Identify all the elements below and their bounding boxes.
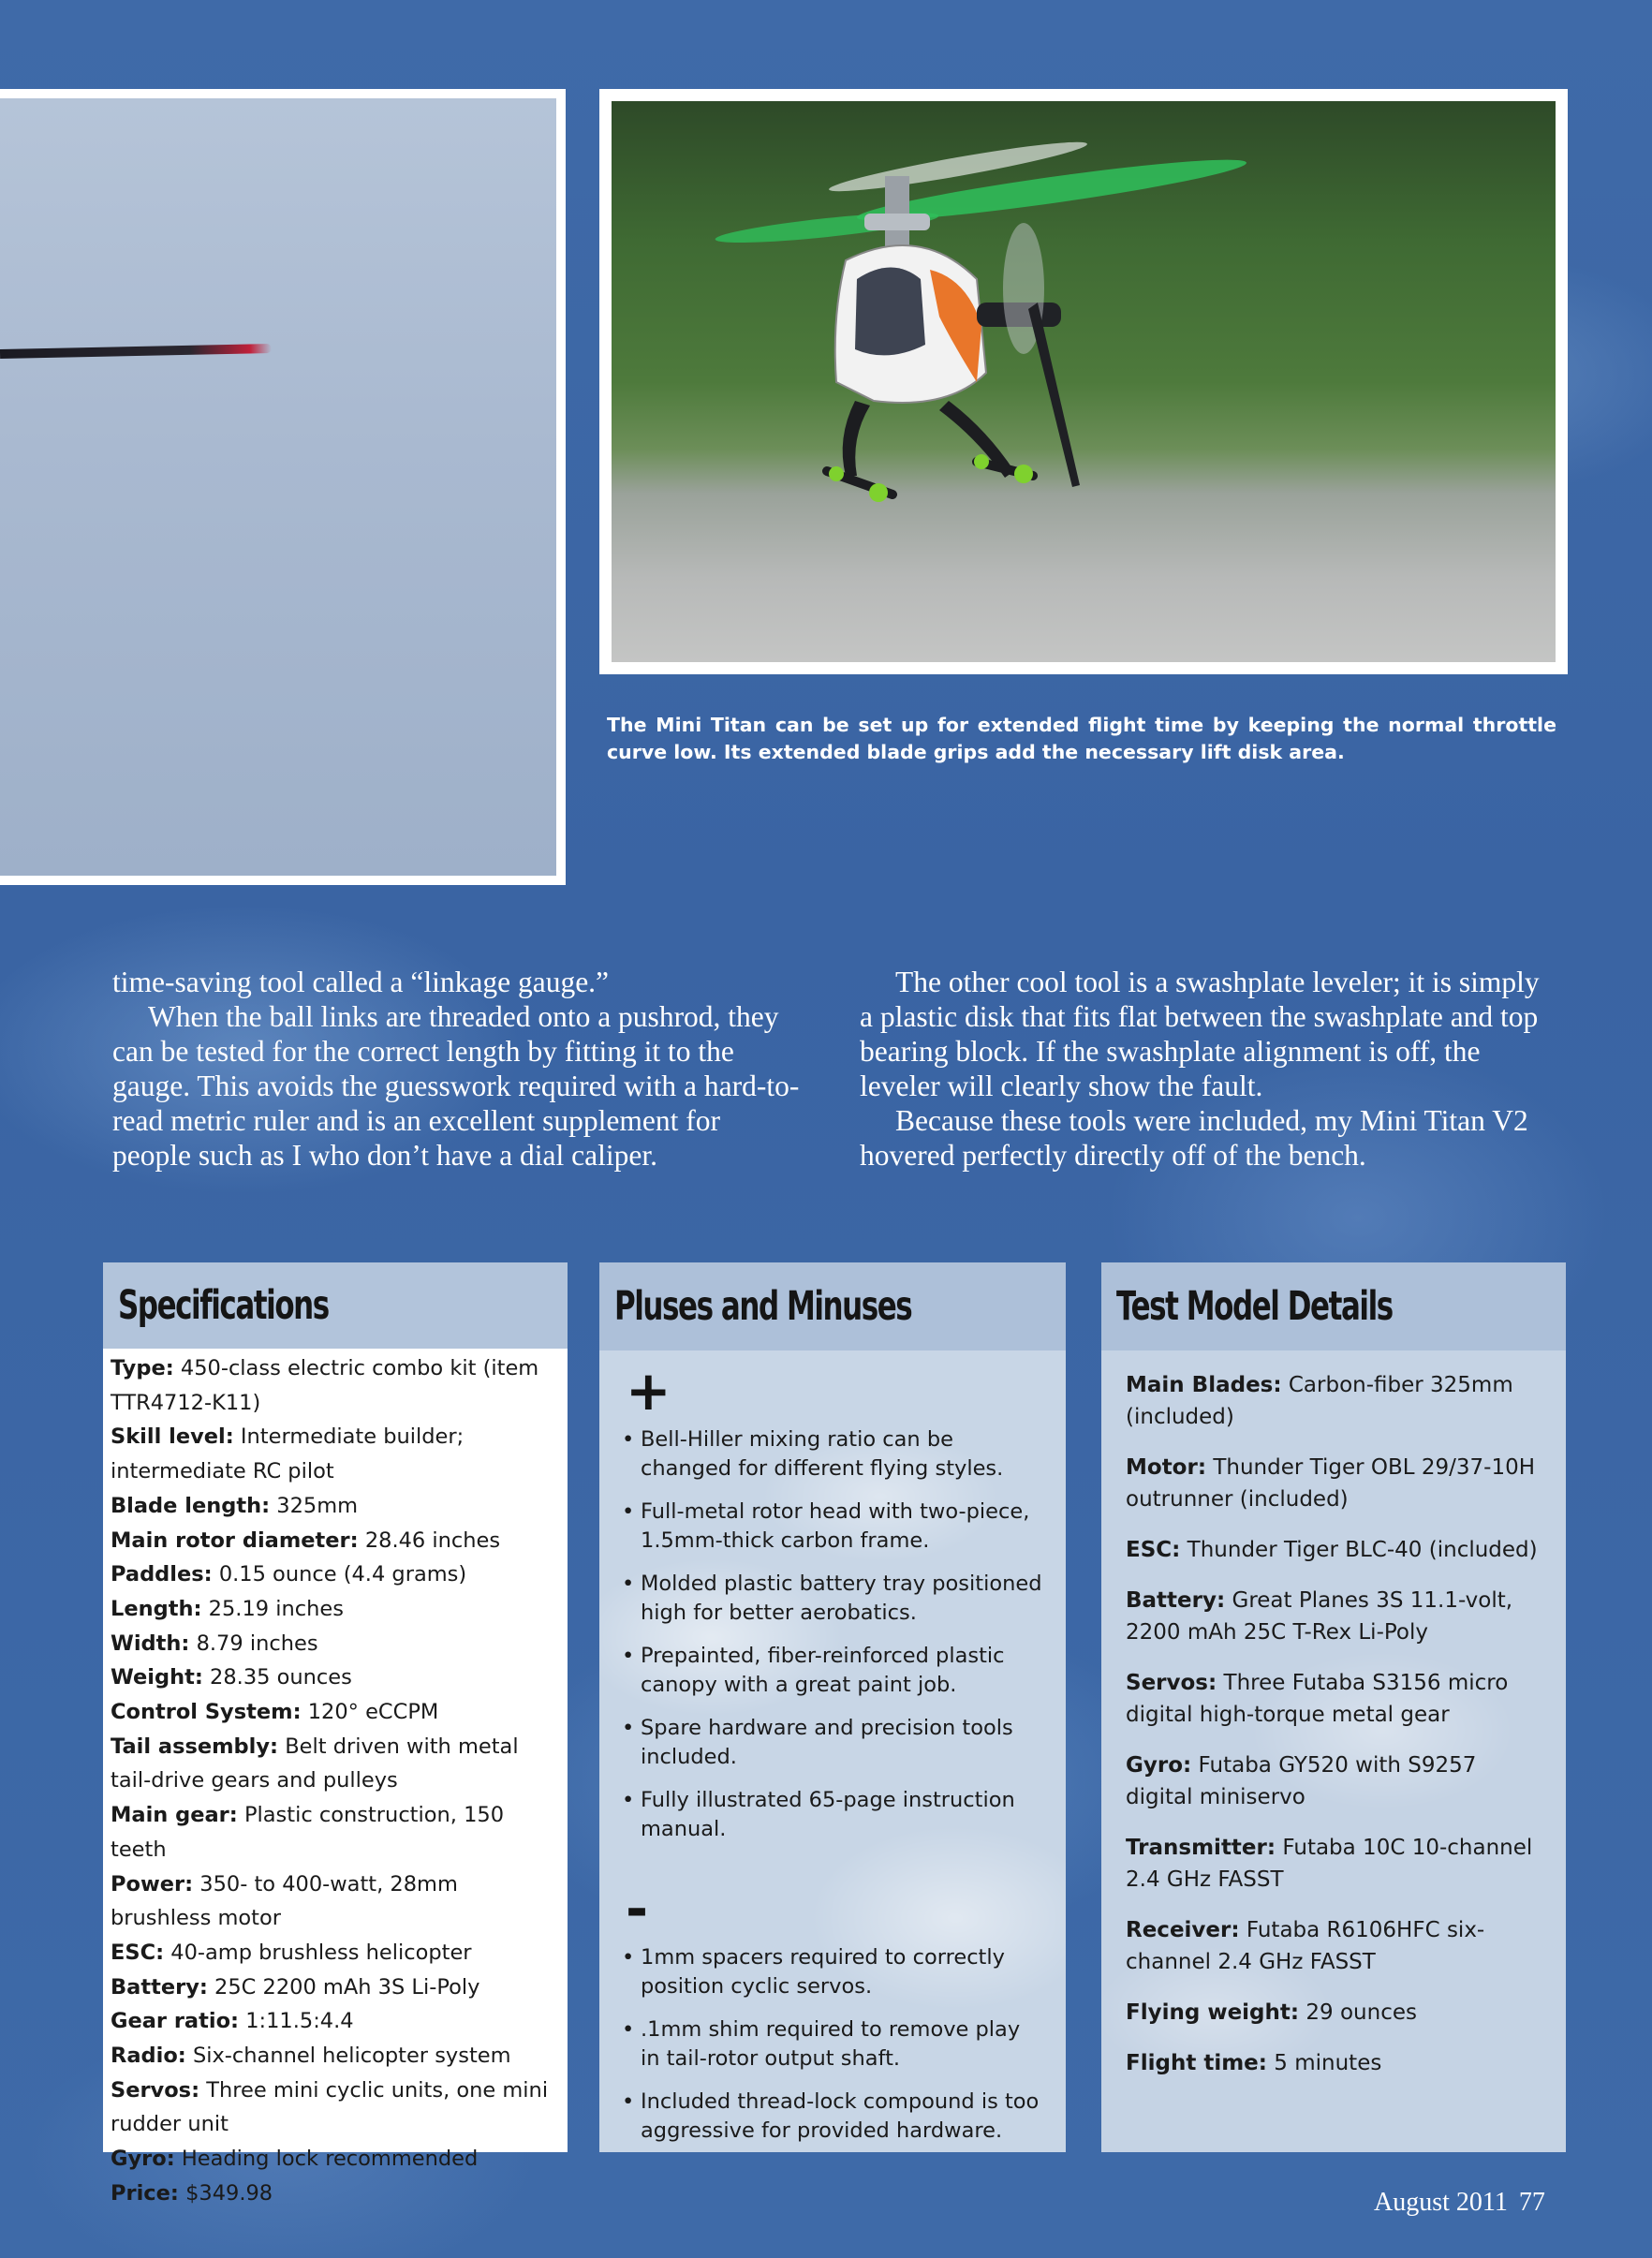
detail-item-value: Futaba 10C 10-channel 2.4 GHz FASST	[1126, 1836, 1533, 1892]
rotor-blade-graphic	[0, 344, 272, 359]
detail-item	[1126, 1749, 1541, 1813]
pluses-minuses-title: Pluses and Minuses	[614, 1283, 912, 1330]
minus-item: • 1mm spacers required to correctly position cyclic servos.	[622, 1943, 1043, 2001]
spec-item-value: 0.15 ounce (4.4 grams)	[218, 1562, 467, 1587]
photo-caption: The Mini Titan can be set up for extended flight time by keeping the normal throttle curve low. Its extended blade grips add the necessary lift disk area.	[607, 714, 1556, 763]
spec-item-value: 120° eCCPM	[307, 1700, 439, 1725]
detail-item	[1126, 1585, 1541, 1648]
plus-item: • Fully illustrated 65-page instruction manual.	[622, 1786, 1043, 1844]
minus-icon: -	[626, 1877, 649, 1941]
minus-item: • .1mm shim required to remove play in tail-rotor output shaft.	[622, 2015, 1043, 2074]
paragraph: When the ball links are threaded onto a pushrod, they can be tested for the correct length by fitting it to the gauge. This avoids the guesswork required with a hard-to-read metric ruler and is an excellent supplement for people such as I who don’t have a dial caliper.	[112, 1000, 800, 1172]
spec-item-value: $349.98	[185, 2180, 273, 2206]
spec-item-value: 25C 2200 mAh 3S Li-Poly	[214, 1974, 480, 2000]
spec-item	[111, 1730, 558, 1798]
detail-item-label: Servos:	[1126, 1671, 1217, 1695]
spec-item-label: Tail assembly:	[111, 1734, 279, 1759]
spec-item	[111, 1660, 558, 1695]
minuses-list	[622, 1943, 1043, 2146]
pluses-list	[622, 1425, 1043, 1844]
detail-item	[1126, 2047, 1541, 2079]
specifications-list	[103, 1349, 568, 2211]
detail-item-label: Transmitter:	[1126, 1836, 1276, 1860]
spec-item-label: Price:	[111, 2180, 179, 2206]
detail-item-label: Battery:	[1126, 1588, 1226, 1613]
spec-item-label: Width:	[111, 1631, 190, 1656]
specifications-box	[103, 1262, 568, 2206]
spec-item-label: Paddles:	[111, 1562, 213, 1587]
paragraph: The other cool tool is a swashplate leveler; it is simply a plastic disk that fits flat between the swashplate and top bearing block. If the swashplate alignment is off, the leveler will clearly show the fault.	[860, 966, 1540, 1102]
spec-item-label: Gyro:	[111, 2147, 175, 2172]
photo-helicopter	[599, 89, 1568, 674]
detail-item-label: Flying weight:	[1126, 2000, 1300, 2025]
detail-item	[1126, 1832, 1541, 1896]
spec-item-value: 25.19 inches	[208, 1596, 344, 1621]
spec-item-label: Weight:	[111, 1665, 203, 1690]
spec-item-value: Three mini cyclic units, one mini rudder unit	[111, 2077, 549, 2137]
spec-item	[111, 1351, 558, 1420]
spec-item	[111, 1695, 558, 1730]
detail-item	[1126, 1369, 1541, 1433]
detail-item	[1126, 1452, 1541, 1515]
helicopter-illustration	[612, 101, 1556, 662]
spec-item-value: 28.46 inches	[364, 1527, 501, 1553]
detail-item-label: Receiver:	[1126, 1918, 1240, 1942]
paragraph: Because these tools were included, my Mini Titan V2 hovered perfectly directly off of the bench.	[860, 1104, 1528, 1172]
pluses-minuses-box	[599, 1262, 1066, 2152]
photo-helicopter-image	[612, 101, 1556, 662]
detail-item-value: Thunder Tiger OBL 29/37-10H outrunner (included)	[1126, 1455, 1536, 1512]
spec-item-label: Control System:	[111, 1700, 302, 1725]
spec-item-value: 8.79 inches	[196, 1631, 318, 1656]
detail-item-label: Motor:	[1126, 1455, 1207, 1480]
spec-item-value: 1:11.5:4.4	[245, 2009, 354, 2034]
spec-item-label: Type:	[111, 1356, 174, 1380]
spec-item-value: Intermediate builder; intermediate RC pilot	[111, 1424, 465, 1484]
pluses-minuses-body	[599, 1350, 1066, 2146]
page-number: 77	[1518, 2188, 1545, 2217]
test-model-details-title: Test Model Details	[1116, 1283, 1393, 1330]
spec-item-value: Heading lock recommended	[181, 2147, 479, 2172]
photo-sky-image	[0, 98, 556, 876]
paragraph: time-saving tool called a “linkage gauge.”	[112, 966, 610, 998]
detail-item-label: Main Blades:	[1126, 1373, 1282, 1397]
plus-item: • Full-metal rotor head with two-piece, 1.5mm-thick carbon frame.	[622, 1498, 1043, 1556]
spec-item	[111, 1867, 558, 1936]
spec-item-value: 350- to 400-watt, 28mm brushless motor	[111, 1871, 458, 1931]
spec-item-label: Battery:	[111, 1974, 208, 2000]
spec-item	[111, 1524, 558, 1558]
spec-item	[111, 2142, 558, 2177]
spec-item-value: 40-amp brushless helicopter	[170, 1940, 472, 1965]
specifications-header	[103, 1262, 568, 1349]
plus-item: • Molded plastic battery tray positioned high for better aerobatics.	[622, 1570, 1043, 1628]
photo-sky-blade	[0, 89, 566, 885]
body-text-left	[112, 965, 805, 1173]
spec-item	[111, 2074, 558, 2142]
spec-item-label: Length:	[111, 1596, 202, 1621]
detail-item-value: 29 ounces	[1305, 2000, 1417, 2025]
spec-item	[111, 1798, 558, 1867]
detail-item-value: Futaba GY520 with S9257 digital miniservo	[1126, 1753, 1477, 1809]
spec-item-label: ESC:	[111, 1940, 165, 1965]
detail-item-value: 5 minutes	[1274, 2051, 1382, 2075]
spec-item-label: Radio:	[111, 2044, 186, 2069]
spec-item	[111, 1592, 558, 1627]
spec-item	[111, 1557, 558, 1592]
spec-item-label: Main rotor diameter:	[111, 1527, 359, 1553]
detail-item-value: Three Futaba S3156 micro digital high-torque metal gear	[1126, 1671, 1509, 1727]
spec-item-label: Power:	[111, 1871, 194, 1896]
detail-item-value: Great Planes 3S 11.1-volt, 2200 mAh 25C T-Rex Li-Poly	[1126, 1588, 1513, 1645]
detail-item-label: ESC:	[1126, 1538, 1181, 1562]
plus-icon: +	[626, 1359, 671, 1423]
issue-date: August 2011	[1374, 2188, 1508, 2217]
spec-item-value: 325mm	[276, 1493, 359, 1518]
plus-item: • Spare hardware and precision tools included.	[622, 1714, 1043, 1772]
detail-item	[1126, 1997, 1541, 2029]
detail-item-label: Flight time:	[1126, 2051, 1267, 2075]
spec-item-label: Servos:	[111, 2077, 200, 2103]
spec-item-value: 28.35 ounces	[210, 1665, 352, 1690]
test-model-details-list	[1101, 1350, 1566, 2079]
plus-item: • Bell-Hiller mixing ratio can be changed for different flying styles.	[622, 1425, 1043, 1483]
detail-item-value: Futaba R6106HFC six-channel 2.4 GHz FASST	[1126, 1918, 1485, 1974]
spec-item	[111, 2039, 558, 2074]
spec-item	[111, 2004, 558, 2039]
test-model-details-box	[1101, 1262, 1566, 2152]
spec-item-value: Plastic construction, 150 teeth	[111, 1803, 505, 1862]
detail-item	[1126, 1667, 1541, 1731]
detail-item-label: Gyro:	[1126, 1753, 1192, 1778]
spec-item-value: Belt driven with metal tail-drive gears and pulleys	[111, 1734, 519, 1793]
spec-item-value: Six-channel helicopter system	[192, 2044, 511, 2069]
spec-item	[111, 2177, 558, 2211]
spec-item-label: Skill level:	[111, 1424, 234, 1450]
spec-item	[111, 1489, 558, 1524]
spec-item-label: Gear ratio:	[111, 2009, 240, 2034]
spec-item-label: Main gear:	[111, 1803, 238, 1828]
detail-item	[1126, 1534, 1541, 1566]
minus-item: • Included thread-lock compound is too aggressive for provided hardware.	[622, 2088, 1043, 2146]
spec-item	[111, 1936, 558, 1970]
spec-item-label: Blade length:	[111, 1493, 271, 1518]
detail-item	[1126, 1914, 1541, 1978]
spec-item	[111, 1420, 558, 1488]
body-text-right	[860, 965, 1553, 1173]
spec-item	[111, 1970, 558, 2005]
page-folio	[1374, 2188, 1545, 2218]
detail-item-value: Thunder Tiger BLC-40 (included)	[1187, 1538, 1538, 1562]
spec-item	[111, 1627, 558, 1661]
plus-item: • Prepainted, fiber-reinforced plastic canopy with a great paint job.	[622, 1642, 1043, 1700]
detail-item-value: Carbon-fiber 325mm (included)	[1126, 1373, 1513, 1429]
test-model-details-header	[1101, 1262, 1566, 1350]
specifications-title: Specifications	[118, 1282, 329, 1329]
spec-item-value: 450-class electric combo kit (item TTR4712-K11)	[111, 1356, 539, 1415]
pluses-minuses-header	[599, 1262, 1066, 1350]
